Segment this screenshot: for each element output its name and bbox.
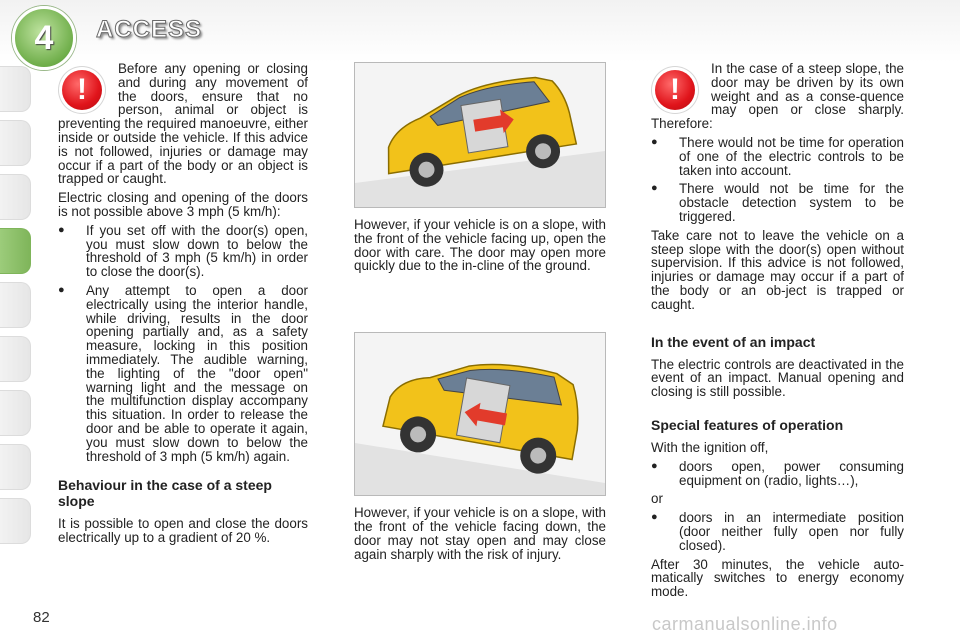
section-heading-special: Special features of operation — [651, 416, 844, 433]
column-right — [651, 62, 904, 604]
bullet-icon: ● — [651, 511, 658, 524]
car-facing-down-icon — [355, 333, 605, 495]
chapter-tabs — [0, 66, 36, 552]
page-title: ACCESS — [96, 16, 203, 43]
list-item — [58, 224, 308, 279]
warning-text: Before any opening or closing and during any movement of the doors, ensure that no person, animal or object is preventing the required manoeuvre, either inside or outside the vehicle. If this advice is not followed, injuries or damage may occur if a part of the body or an object is trapped or caught. — [58, 61, 308, 187]
chapter-tab[interactable] — [0, 174, 31, 220]
list-item-text: doors open, power consuming equipment on (radio, lights…), — [679, 458, 904, 488]
watermark: carmanualsonline.info — [652, 614, 838, 634]
car-facing-up-icon — [355, 63, 605, 207]
chapter-tab[interactable] — [0, 390, 31, 436]
supervision-text: Take care not to leave the vehicle on a steep slope with the door(s) open without supervision. If this advice is not followed, injuries or damage may occur if a part of the body or an ob-ject is trapped or caught. — [651, 227, 904, 312]
warning-box — [58, 62, 308, 186]
warning-text: In the case of a steep slope, the door may be driven by its own weight and as a conse-quence may open or close sharply. Therefore: — [651, 61, 904, 132]
list-item-text: Any attempt to open a door electrically using the interior handle, while driving, results in the door opening partially and, as a safety measure, locking in this position immediately. The audible warning, the lighting of the "door open" warning light and the message on the multifunction display accompany this situation. In order to release the door and be able to operate it again, you must slow down to below the threshold of 3 mph (5 km/h) again. — [86, 282, 308, 464]
slope-up-caption: However, if your vehicle is on a slope, with the front of the vehicle facing up, open the door with care. The door may open more quickly due to the in-cline of the ground. — [354, 217, 606, 274]
slope-down-caption: However, if your vehicle is on a slope, with the front of the vehicle facing down, the door may not stay open and may close again sharply with the risk of injury. — [354, 505, 606, 562]
slope-text: It is possible to open and close the doors electrically up to a gradient of 20 %. — [58, 516, 308, 546]
impact-text: The electric controls are deactivated in the event of an impact. Manual opening and closing is still possible. — [651, 356, 904, 400]
section-heading-slope: Behaviour in the case of a steep slope — [58, 477, 272, 510]
car-slope-down-illustration — [354, 332, 606, 496]
chapter-tab[interactable] — [0, 120, 31, 166]
car-slope-up-illustration — [354, 62, 606, 208]
bullet-icon: ● — [651, 459, 658, 472]
bullet-icon: ● — [651, 135, 658, 148]
list-item — [651, 511, 904, 552]
chapter-tab[interactable] — [0, 498, 31, 544]
section-heading-impact: In the event of an impact — [651, 333, 816, 350]
list-item — [58, 284, 308, 463]
speed-limit-text: Electric closing and opening of the doors is not possible above 3 mph (5 km/h): — [58, 190, 308, 219]
economy-mode-text: After 30 minutes, the vehicle auto-matically switches to energy economy mode. — [651, 556, 904, 600]
chapter-tab[interactable] — [0, 282, 31, 328]
list-item-text: doors in an intermediate position (door neither fully open nor fully closed). — [679, 510, 904, 553]
list-item — [651, 182, 904, 223]
page-number: 82 — [33, 609, 50, 626]
chapter-tab[interactable] — [0, 336, 31, 382]
list-item-text: There would not be time for the obstacle detection system to be triggered. — [679, 181, 904, 224]
list-item-text: If you set off with the door(s) open, you must slow down to below the threshold of 3 mph (5 km/h) in order to close the door(s). — [86, 222, 308, 280]
exclamation-icon: ! — [655, 70, 695, 110]
list-item — [651, 460, 904, 488]
chapter-tab-active[interactable] — [0, 228, 31, 274]
bullet-icon: ● — [58, 223, 65, 236]
exclamation-icon: ! — [62, 70, 102, 110]
chapter-tab[interactable] — [0, 444, 31, 490]
bullet-icon: ● — [651, 182, 658, 195]
chapter-badge: 4 — [12, 6, 76, 70]
or-text: or — [651, 491, 663, 507]
column-left — [58, 62, 308, 550]
chapter-tab[interactable] — [0, 66, 31, 112]
special-intro: With the ignition off, — [651, 439, 769, 455]
list-item-text: There would not be time for operation of one of the electric controls to be taken into account. — [679, 134, 904, 178]
column-middle — [354, 62, 606, 566]
bullet-icon: ● — [58, 283, 65, 296]
list-item — [651, 136, 904, 177]
warning-box — [651, 62, 904, 131]
